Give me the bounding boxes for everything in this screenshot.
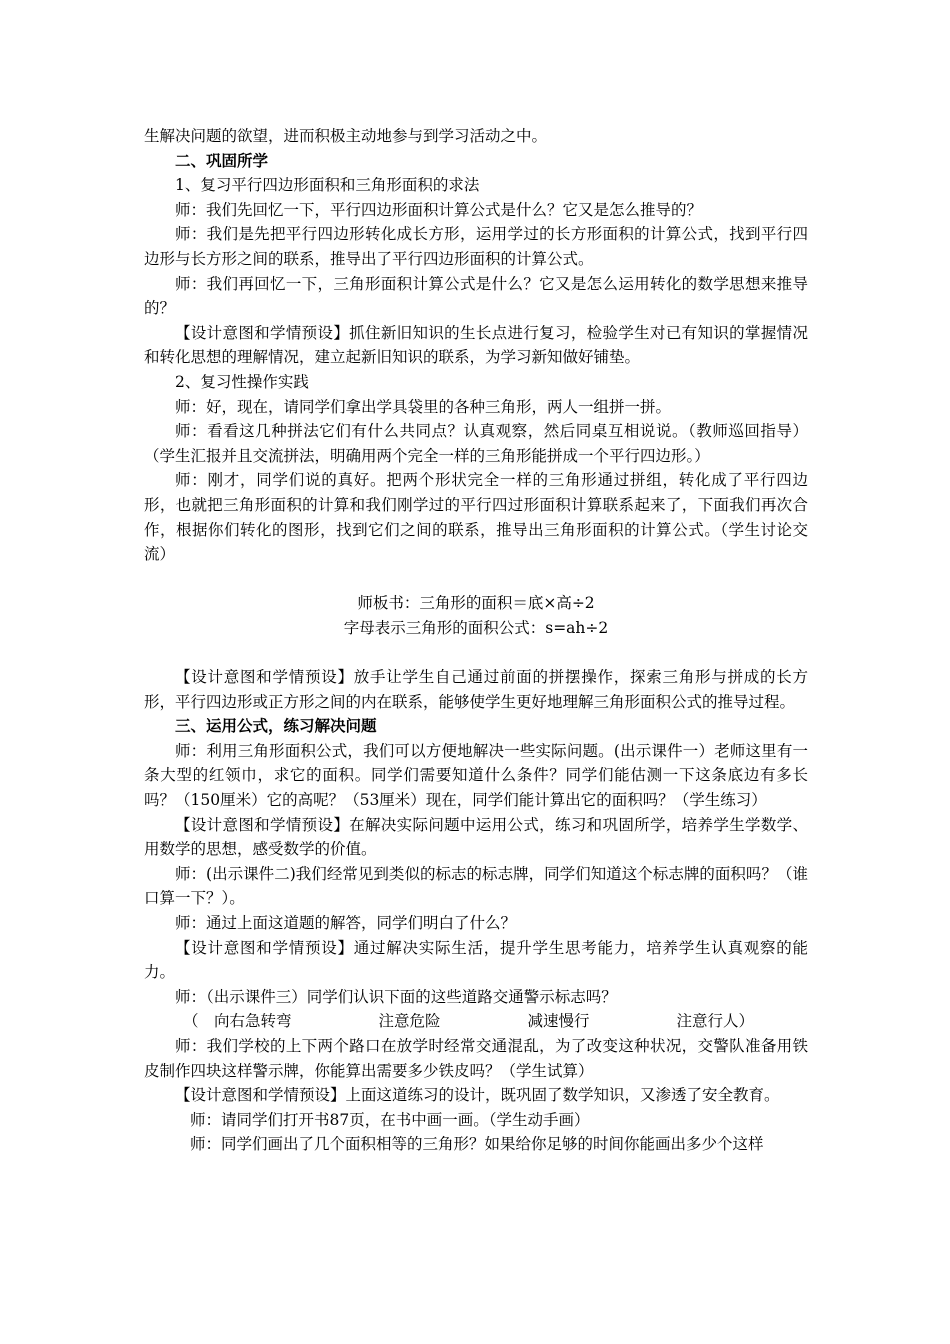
- letter-formula: 字母表示三角形的面积公式：s=ah÷2: [343, 618, 609, 637]
- paragraph: 师：（出示课件三）同学们认识下面的这些道路交通警示标志吗？: [175, 987, 617, 1006]
- paragraph: 师：好，现在，请同学们拿出学具袋里的各种三角形，两人一组拼一拼。: [175, 397, 672, 416]
- paragraph: 师：我们再回忆一下，三角形面积计算公式是什么？它又是怎么运用转化的数学思想来推导的？: [144, 274, 808, 318]
- spacer: [144, 567, 808, 592]
- paragraph: 师：请同学们打开书87页，在书中画一画。（学生动手画）: [190, 1110, 590, 1129]
- section-heading-3: 三、运用公式，练习解决问题: [175, 716, 377, 736]
- paragraph: 师：我们学校的上下两个路口在放学时经常交通混乱，为了改变这种状况，交警队准备用铁皮制作四块这样警示牌，你能算出需要多少铁皮吗？（学生试算）: [144, 1036, 808, 1080]
- paragraph: 师：(出示课件二)我们经常见到类似的标志的标志牌，同学们知道这个标志牌的面积吗？（谁口算一下？）。: [144, 864, 808, 908]
- paragraph: 师：看看这几种拼法它们有什么共同点？认真观察，然后同桌互相说说。（教师巡回指导）（学生汇报并且交流拼法，明确用两个完全一样的三角形能拼成一个平行四边形。）: [144, 422, 808, 465]
- design-intent-note: 【设计意图和学情预设】抓住新旧知识的生长点进行复习，检验学生对已有知识的掌握情况和转化思想的理解情况，建立起新旧知识的联系，为学习新知做好铺垫。: [144, 323, 808, 367]
- subheading: 2、复习性操作实践: [175, 372, 309, 391]
- sign-label: 减速慢行: [527, 1012, 590, 1031]
- subheading: 1、复习平行四边形面积和三角形面积的求法: [175, 176, 480, 195]
- design-intent-note: 【设计意图和学情预设】上面这道练习的设计，既巩固了数学知识，又渗透了安全教育。: [175, 1086, 780, 1105]
- sign-label: 注意行人）: [676, 1012, 754, 1031]
- paragraph: 师：利用三角形面积公式，我们可以方便地解决一些实际问题。(出示课件一）老师这里有一条大型的红领巾，求它的面积。同学们需要知道什么条件？同学们能估测一下这条底边有多长吗？（150厘米）它的高呢？（53厘米）现在，同学们能计算出它的面积吗？（学生练习）: [144, 741, 808, 810]
- paragraph: 师：同学们画出了几个面积相等的三角形？如果给你足够的时间你能画出多少个这样: [190, 1135, 764, 1154]
- design-intent-note: 【设计意图和学情预设】通过解决实际生活，提升学生思考能力，培养学生认真观察的能力。: [144, 938, 808, 982]
- sign-label: （ 向右急转弯: [183, 1012, 292, 1031]
- paragraph: 师：我们是先把平行四边形转化成长方形，运用学过的长方形面积的计算公式，找到平行四边形与长方形之间的联系，推导出了平行四边形面积的计算公式。: [144, 225, 808, 268]
- paragraph: 师：通过上面这道题的解答，同学们明白了什么？: [175, 914, 517, 932]
- section-heading-2: 二、巩固所学: [175, 150, 269, 170]
- design-intent-note: 【设计意图和学情预设】在解决实际问题中运用公式，练习和巩固所学，培养学生学数学、用数学的思想，感受数学的价值。: [144, 815, 808, 859]
- traffic-sign-list: [144, 1009, 808, 1034]
- paragraph: 生解决问题的欲望，进而积极主动地参与到学习活动之中。: [144, 127, 548, 145]
- board-formula: 师板书：三角形的面积＝底×高÷2: [357, 594, 595, 613]
- design-intent-note: 【设计意图和学情预设】放手让学生自己通过前面的拼摆操作，探索三角形与拼成的长方形，平行四边形或正方形之间的内在联系，能够使学生更好地理解三角形面积公式的推导过程。: [144, 668, 808, 711]
- document-body: [144, 124, 808, 1157]
- spacer: [144, 640, 808, 665]
- paragraph: 师：刚才，同学们说的真好。把两个形状完全一样的三角形通过拼组，转化成了平行四边形，也就把三角形面积的计算和我们刚学过的平行四过形面积计算联系起来了，下面我们再次合作，根据你们转化的图形，找到它们之间的联系，推导出三角形面积的计算公式。（学生讨论交流）: [144, 471, 808, 564]
- paragraph: 师：我们先回忆一下，平行四边形面积计算公式是什么？它又是怎么推导的？: [175, 200, 703, 219]
- sign-label: 注意危险: [378, 1012, 441, 1031]
